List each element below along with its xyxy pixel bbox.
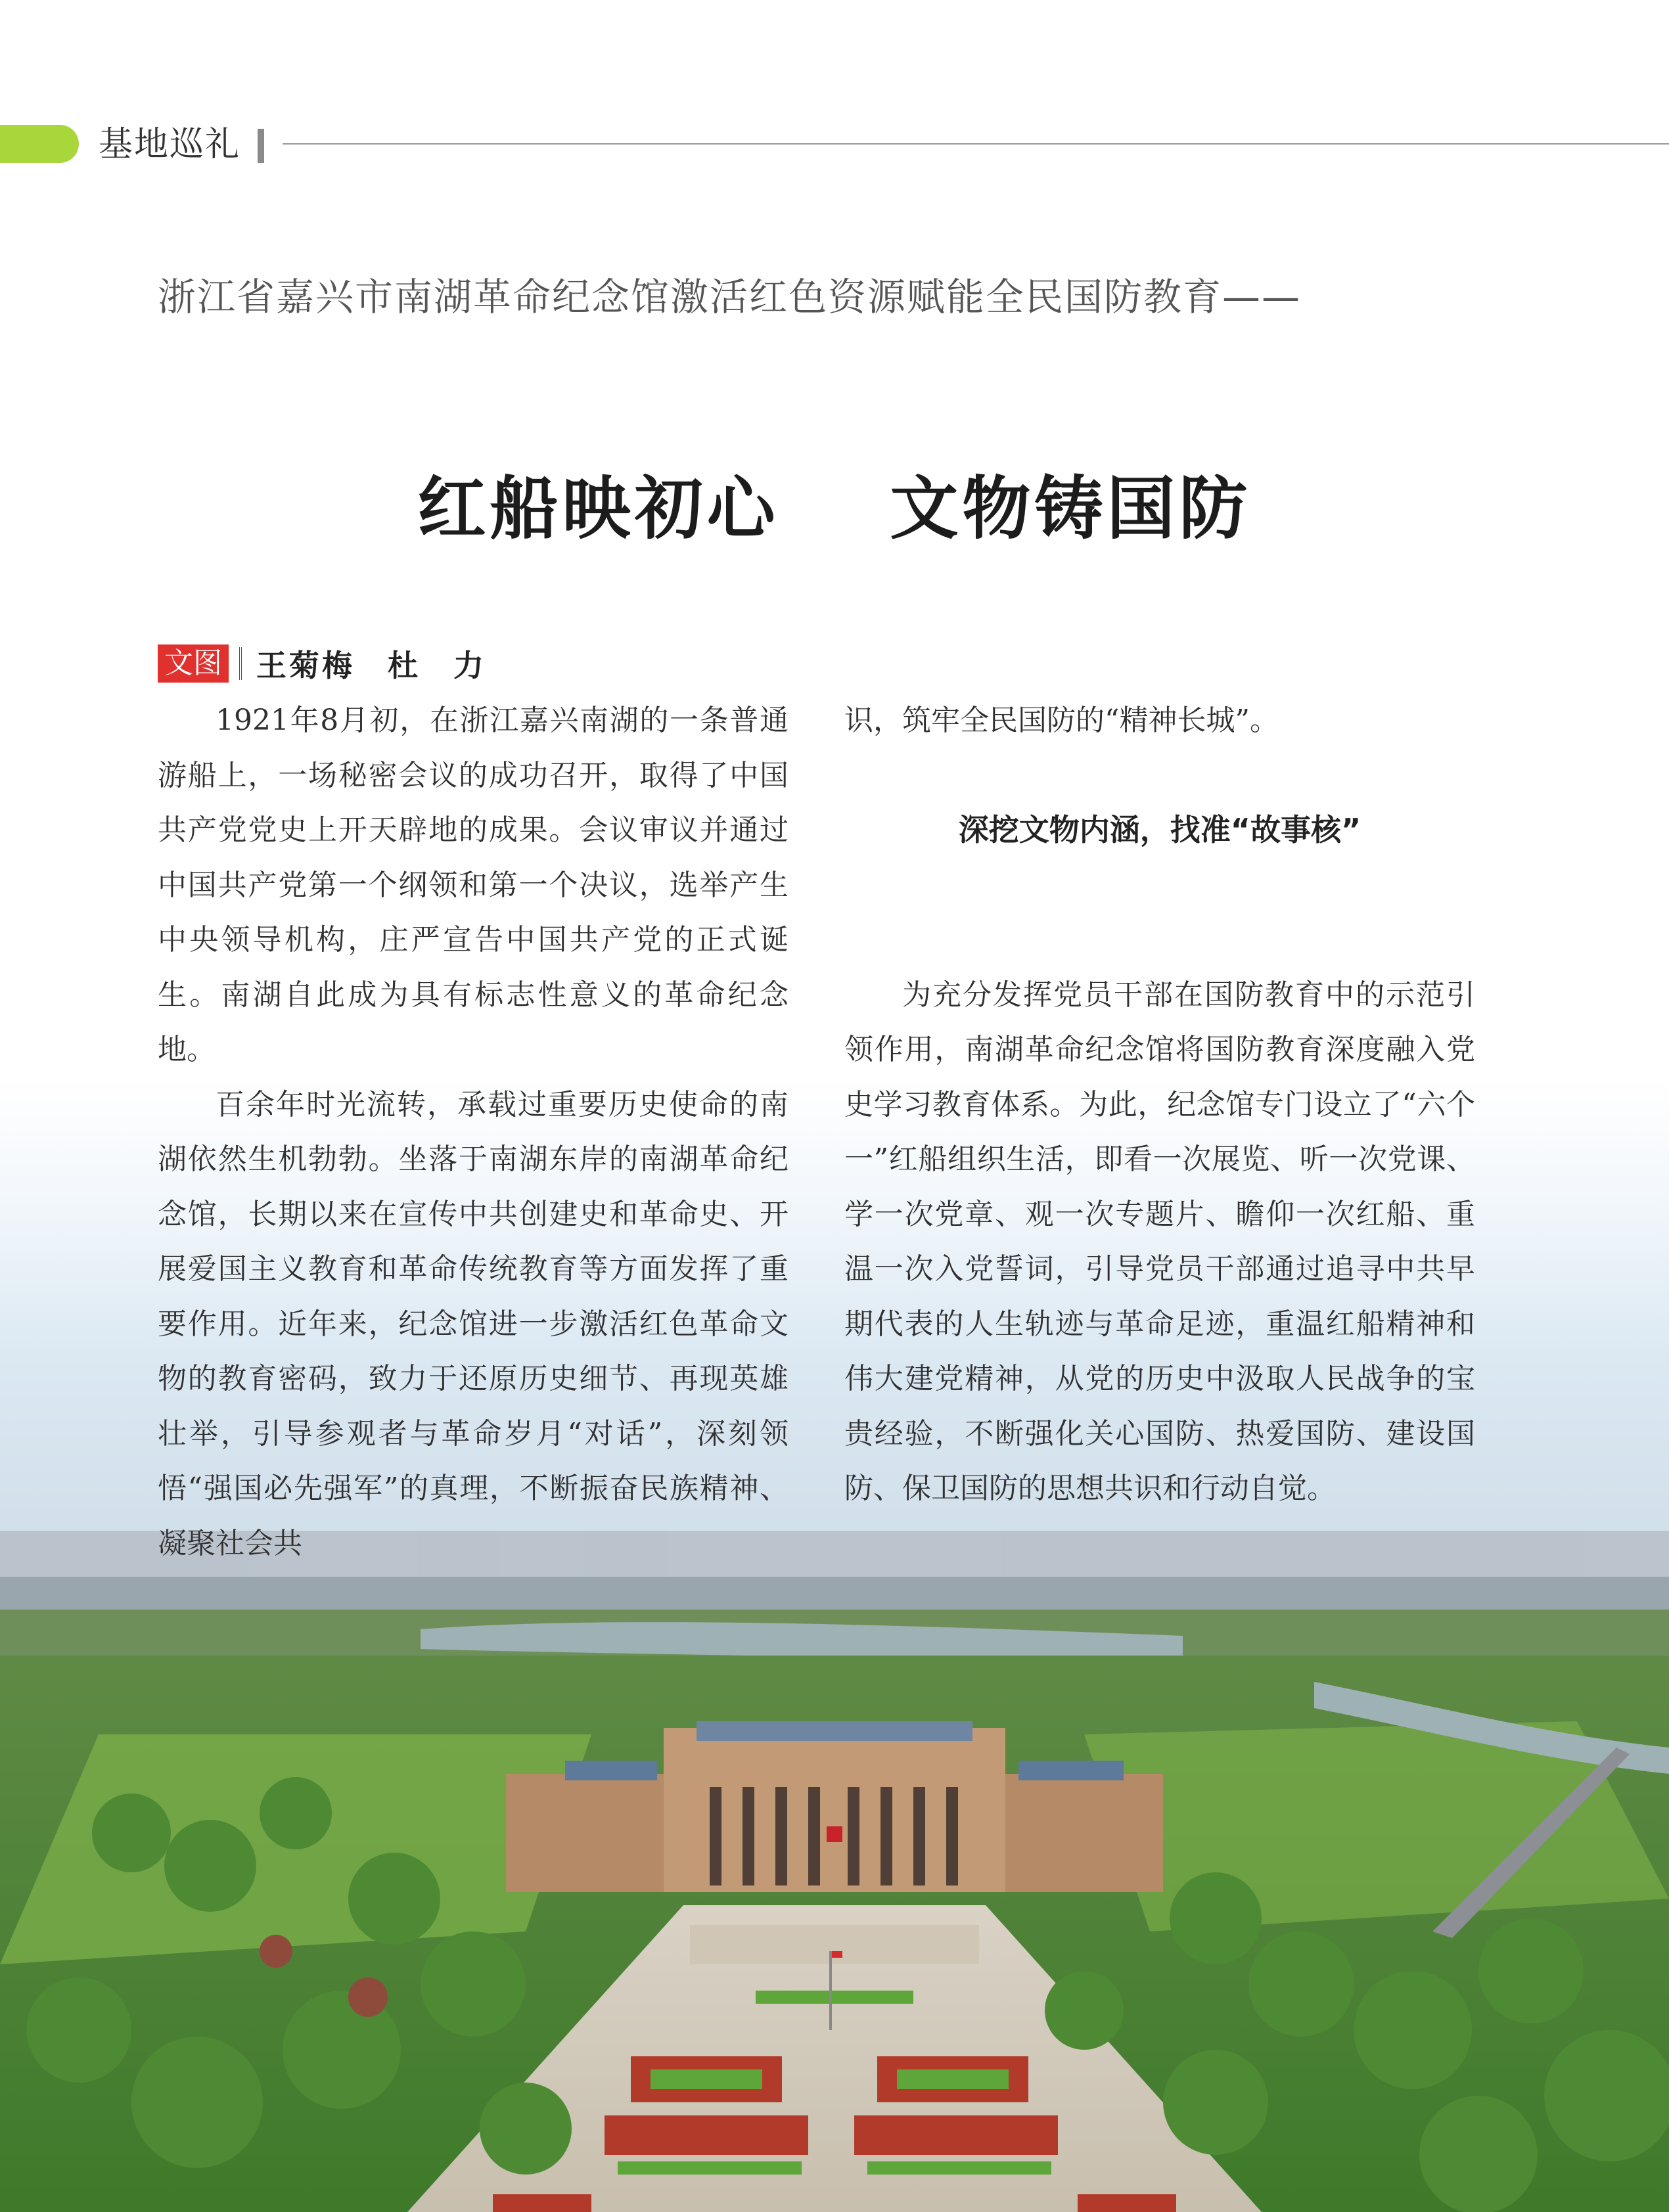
paragraph: 为充分发挥党员干部在国防教育中的示范引领作用，南湖革命纪念馆将国防教育深度融入党史学习教育体系。为此，纪念馆专门设立了“六个一”红船组织生活，即看一次展览、听一次党课、学一次党章、观一次专题片、瞻仰一次红船、重温一次入党誓词，引导党员干部通过追寻中共早期代表的人生轨迹与革命足迹，重温红船精神和伟大建党精神，从党的历史中汲取人民战争的宝贵经验，不断强化关心国防、热爱国防、建设国防、保卫国防的思想共识和行动自觉。 <box>844 978 1475 1505</box>
paragraph: 1921年8月初，在浙江嘉兴南湖的一条普通游船上，一场秘密会议的成功召开，取得了中国共产党党史上开天辟地的成果。会议审议并通过中国共产党第一个纲领和第一个决议，选举产生中央领导机构，庄严宣告中国共产党的正式诞生。南湖自此成为具有标志性意义的革命纪念地。 <box>158 704 789 1066</box>
section-divider-bar <box>258 129 264 163</box>
article-title: 红船映初心 文物铸国防 <box>417 468 1252 549</box>
section-label: 基地巡礼 <box>99 125 241 164</box>
byline <box>158 644 486 683</box>
byline-tag: 文图 <box>158 644 229 683</box>
section-tab-marker <box>0 125 79 163</box>
left-column <box>158 693 789 1571</box>
right-column <box>844 693 1475 1516</box>
paragraph-continuation: 识，筑牢全民国防的“精神长城”。 <box>844 704 1279 737</box>
section-heading: 深挖文物内涵，找准“故事核” <box>958 812 1361 847</box>
article-subtitle: 浙江省嘉兴市南湖革命纪念馆激活红色资源赋能全民国防教育—— <box>158 275 1302 319</box>
paragraph: 百余年时光流转，承载过重要历史使命的南湖依然生机勃勃。坐落于南湖东岸的南湖革命纪念馆，长期以来在宣传中共创建史和革命史、开展爱国主义教育和革命传统教育等方面发挥了重要作用。近年来，纪念馆进一步激活红色革命文物的教育密码，致力于还原历史细节、再现英雄壮举，引导参观者与革命岁月“对话”，深刻领悟“强国必先强军”的真理，不断振奋民族精神、凝聚社会共 <box>158 1087 789 1560</box>
byline-authors: 王菊梅 杜 力 <box>256 648 486 683</box>
byline-separator <box>239 647 244 680</box>
header-rule <box>283 143 1669 145</box>
